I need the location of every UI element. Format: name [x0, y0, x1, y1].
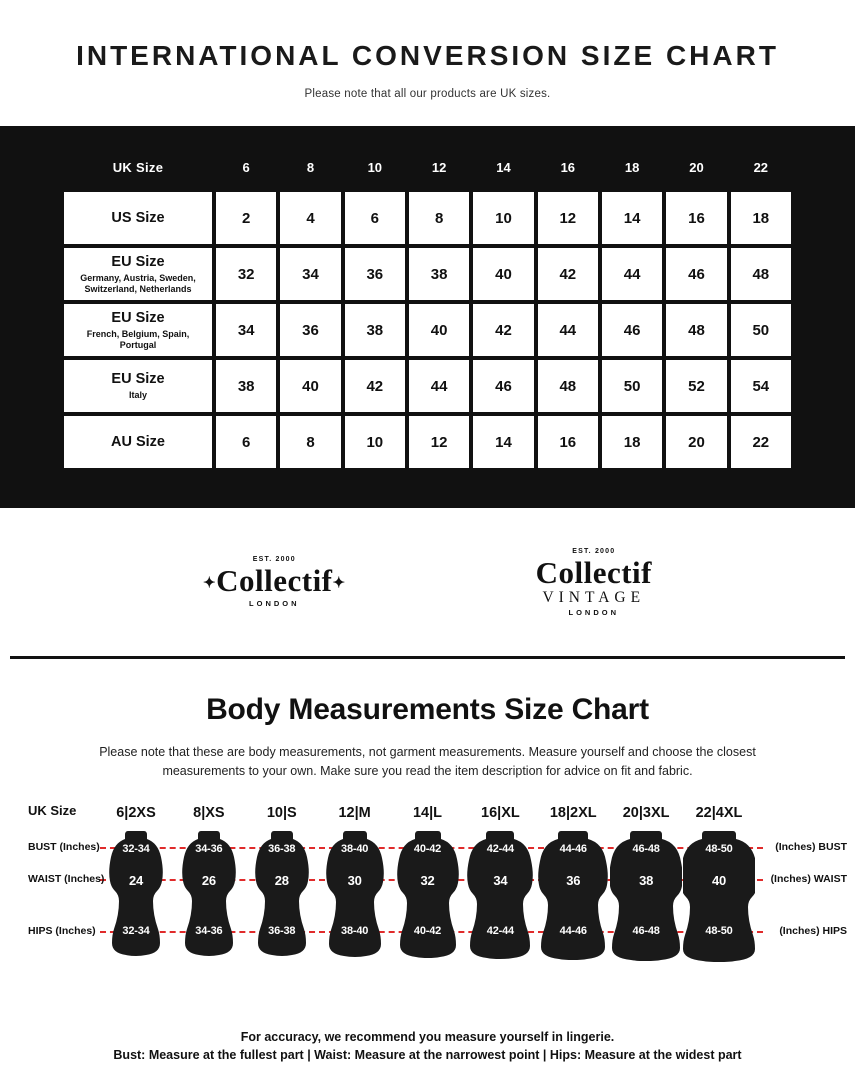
cell-us-5: 12 — [538, 192, 598, 244]
row-label-sub: Germany, Austria, Sweden, Switzerland, Netherlands — [80, 272, 196, 295]
table-row — [64, 192, 791, 244]
row-label-sub: French, Belgium, Spain, Portugal — [86, 328, 190, 351]
waist-value: 38 — [639, 872, 654, 888]
conversion-table-panel — [0, 126, 855, 508]
cell-eu3-5: 48 — [538, 360, 598, 412]
hips-value: 46-48 — [632, 924, 660, 937]
bust-value: 40-42 — [413, 842, 442, 855]
mannequin-size-20 — [610, 829, 682, 971]
cell-eu2-6: 46 — [602, 304, 662, 356]
header-size-5: 16 — [560, 159, 576, 175]
cell-us-4: 10 — [473, 192, 533, 244]
mannequin-size-6 — [100, 829, 172, 971]
hips-value: 34-36 — [195, 924, 223, 937]
size-col-2: 10|S — [266, 804, 297, 821]
cell-us-1: 4 — [280, 192, 340, 244]
hips-value: 36-38 — [268, 924, 296, 937]
waist-value: 30 — [347, 872, 362, 888]
cell-eu3-4: 46 — [473, 360, 533, 412]
row-label-main: US Size — [111, 209, 165, 226]
star-icon: ✦ — [203, 575, 217, 592]
cell-eu1-2: 36 — [345, 248, 405, 300]
table-row — [64, 360, 791, 412]
row-label-sub: Italy — [128, 390, 147, 401]
logo-wordmark — [535, 554, 652, 590]
size-col-6: 18|2XL — [549, 804, 597, 821]
row-label-us-size — [64, 192, 212, 244]
cell-au-0: 6 — [216, 416, 276, 468]
row-label-eu-italy — [64, 360, 212, 412]
cell-eu3-1: 40 — [280, 360, 340, 412]
cell-eu1-1: 34 — [280, 248, 340, 300]
hips-value: 40-42 — [413, 924, 442, 937]
cell-eu3-8: 54 — [731, 360, 791, 412]
logo-vintage-text: VINTAGE — [542, 588, 646, 606]
cell-eu3-0: 38 — [216, 360, 276, 412]
uk-size-label: UK Size — [28, 802, 77, 818]
header-size-8: 22 — [753, 159, 769, 175]
cell-au-2: 10 — [345, 416, 405, 468]
size-col-5: 16|XL — [481, 804, 520, 821]
cell-au-3: 12 — [409, 416, 469, 468]
cell-eu3-6: 50 — [602, 360, 662, 412]
cell-eu1-5: 42 — [538, 248, 598, 300]
size-col-8: 22|4XL — [695, 804, 743, 821]
header-size-0: 6 — [242, 159, 250, 175]
waist-value: 34 — [493, 872, 508, 888]
logo-name-text: Collectif — [216, 563, 333, 599]
cell-us-6: 14 — [602, 192, 662, 244]
cell-eu1-3: 38 — [409, 248, 469, 300]
collectif-vintage-logo — [536, 548, 652, 617]
cell-eu2-7: 48 — [666, 304, 726, 356]
size-col-3: 12|M — [338, 804, 371, 821]
hips-value: 32-34 — [122, 924, 150, 937]
row-label-main: EU Size — [111, 309, 165, 326]
cell-us-2: 6 — [345, 192, 405, 244]
header-size-7: 20 — [689, 159, 704, 175]
waist-value: 36 — [566, 872, 581, 888]
cell-au-8: 22 — [731, 416, 791, 468]
header-size-2: 10 — [367, 159, 383, 175]
table-row — [64, 304, 791, 356]
header-size-6: 18 — [624, 159, 640, 175]
cell-eu1-8: 48 — [731, 248, 791, 300]
bust-label-left: BUST (Inches) — [28, 840, 100, 853]
waist-value: 24 — [128, 872, 144, 888]
mannequin-size-10 — [246, 829, 318, 971]
header-size-4: 14 — [496, 159, 511, 175]
logo-city: LONDON — [568, 608, 620, 617]
waist-value: 32 — [420, 872, 435, 888]
bust-value: 46-48 — [632, 842, 660, 855]
body-measurements-title: Body Measurements Size Chart — [206, 693, 649, 726]
size-col-0: 6|2XS — [116, 804, 156, 821]
cell-eu3-7: 52 — [666, 360, 726, 412]
header-size-3: 12 — [431, 159, 447, 175]
bust-value: 48-50 — [705, 842, 733, 855]
logo-est-year: EST. 2000 — [252, 556, 296, 564]
row-label-eu-germany — [64, 248, 212, 300]
body-measurements-subtitle: Please note that these are body measurements, not garment measurements. Measure yourself and choose the closest measurements to your own. Make sure you read the item description for advice on fit and fabric. — [99, 745, 756, 778]
hips-value: 44-46 — [559, 924, 587, 937]
collectif-london-logo — [203, 556, 346, 608]
page-title: INTERNATIONAL CONVERSION SIZE CHART — [76, 40, 779, 71]
row-label-main: EU Size — [111, 371, 165, 388]
footer-line-1: For accuracy, we recommend you measure yourself in lingerie. — [240, 1029, 615, 1044]
hips-label-left: HIPS (Inches) — [28, 924, 96, 937]
cell-au-4: 14 — [473, 416, 533, 468]
waist-label-right: (Inches) WAIST — [770, 872, 847, 885]
star-icon: ✦ — [332, 575, 346, 592]
mannequin-row — [100, 829, 755, 971]
brand-logos — [0, 508, 855, 656]
cell-eu1-6: 44 — [602, 248, 662, 300]
cell-us-0: 2 — [216, 192, 276, 244]
header-size-1: 8 — [306, 159, 315, 175]
cell-eu1-0: 32 — [216, 248, 276, 300]
hips-label-right: (Inches) HIPS — [779, 924, 847, 937]
bust-value: 44-46 — [559, 842, 587, 855]
logo-name-text: Collectif — [535, 554, 652, 590]
bust-label-right: (Inches) BUST — [775, 840, 847, 853]
cell-eu2-0: 34 — [216, 304, 276, 356]
size-col-1: 8|XS — [193, 804, 225, 821]
cell-au-7: 20 — [666, 416, 726, 468]
table-row — [64, 416, 791, 468]
waist-value: 40 — [711, 872, 727, 888]
cell-us-7: 16 — [666, 192, 726, 244]
waist-label-left: WAIST (Inches) — [28, 872, 105, 885]
hips-value: 42-44 — [486, 924, 514, 937]
bust-value: 38-40 — [341, 842, 369, 855]
size-col-7: 20|3XL — [622, 804, 670, 821]
row-label-main: EU Size — [111, 253, 165, 270]
cell-au-1: 8 — [280, 416, 340, 468]
header-uk-size: UK Size — [112, 159, 164, 175]
row-label-eu-french — [64, 304, 212, 356]
mannequin-size-12 — [319, 829, 391, 971]
mannequin-size-18 — [537, 829, 609, 971]
cell-eu2-8: 50 — [731, 304, 791, 356]
cell-eu2-1: 36 — [280, 304, 340, 356]
cell-eu2-4: 42 — [473, 304, 533, 356]
logo-city: LONDON — [249, 599, 300, 609]
cell-eu2-3: 40 — [409, 304, 469, 356]
bust-value: 32-34 — [122, 842, 150, 855]
table-row — [64, 248, 791, 300]
mannequin-size-22 — [683, 829, 755, 971]
waist-value: 26 — [201, 872, 216, 888]
cell-eu3-3: 44 — [409, 360, 469, 412]
cell-eu2-2: 38 — [345, 304, 405, 356]
mannequin-size-8 — [173, 829, 245, 971]
mannequin-size-14 — [392, 829, 464, 971]
bust-value: 36-38 — [268, 842, 296, 855]
bust-value: 42-44 — [486, 842, 514, 855]
cell-au-5: 16 — [538, 416, 598, 468]
table-header-row — [64, 146, 791, 188]
logo-est-year: EST. 2000 — [572, 547, 616, 555]
row-label-au-size — [64, 416, 212, 468]
waist-value: 28 — [274, 872, 289, 888]
logo-wordmark — [203, 563, 346, 599]
cell-eu2-5: 44 — [538, 304, 598, 356]
hips-value: 48-50 — [705, 924, 733, 937]
bust-value: 34-36 — [195, 842, 223, 855]
mannequin-size-16 — [464, 829, 536, 971]
conversion-table — [60, 142, 795, 472]
cell-us-8: 18 — [731, 192, 791, 244]
row-label-main: AU Size — [111, 433, 165, 450]
cell-us-3: 8 — [409, 192, 469, 244]
cell-au-6: 18 — [602, 416, 662, 468]
section-divider — [10, 656, 845, 659]
size-col-4: 14|L — [412, 804, 443, 821]
hips-value: 38-40 — [341, 924, 369, 937]
footer-line-2: Bust: Measure at the fullest part | Waist: Measure at the narrowest point | Hips: Measure at the widest part — [113, 1047, 742, 1062]
cell-eu3-2: 42 — [345, 360, 405, 412]
body-measurements-chart — [0, 803, 855, 993]
size-column-headers — [100, 805, 755, 821]
page-subtitle: Please note that all our products are UK sizes. — [304, 88, 551, 100]
cell-eu1-4: 40 — [473, 248, 533, 300]
measurement-footer-note — [0, 1028, 855, 1064]
cell-eu1-7: 46 — [666, 248, 726, 300]
